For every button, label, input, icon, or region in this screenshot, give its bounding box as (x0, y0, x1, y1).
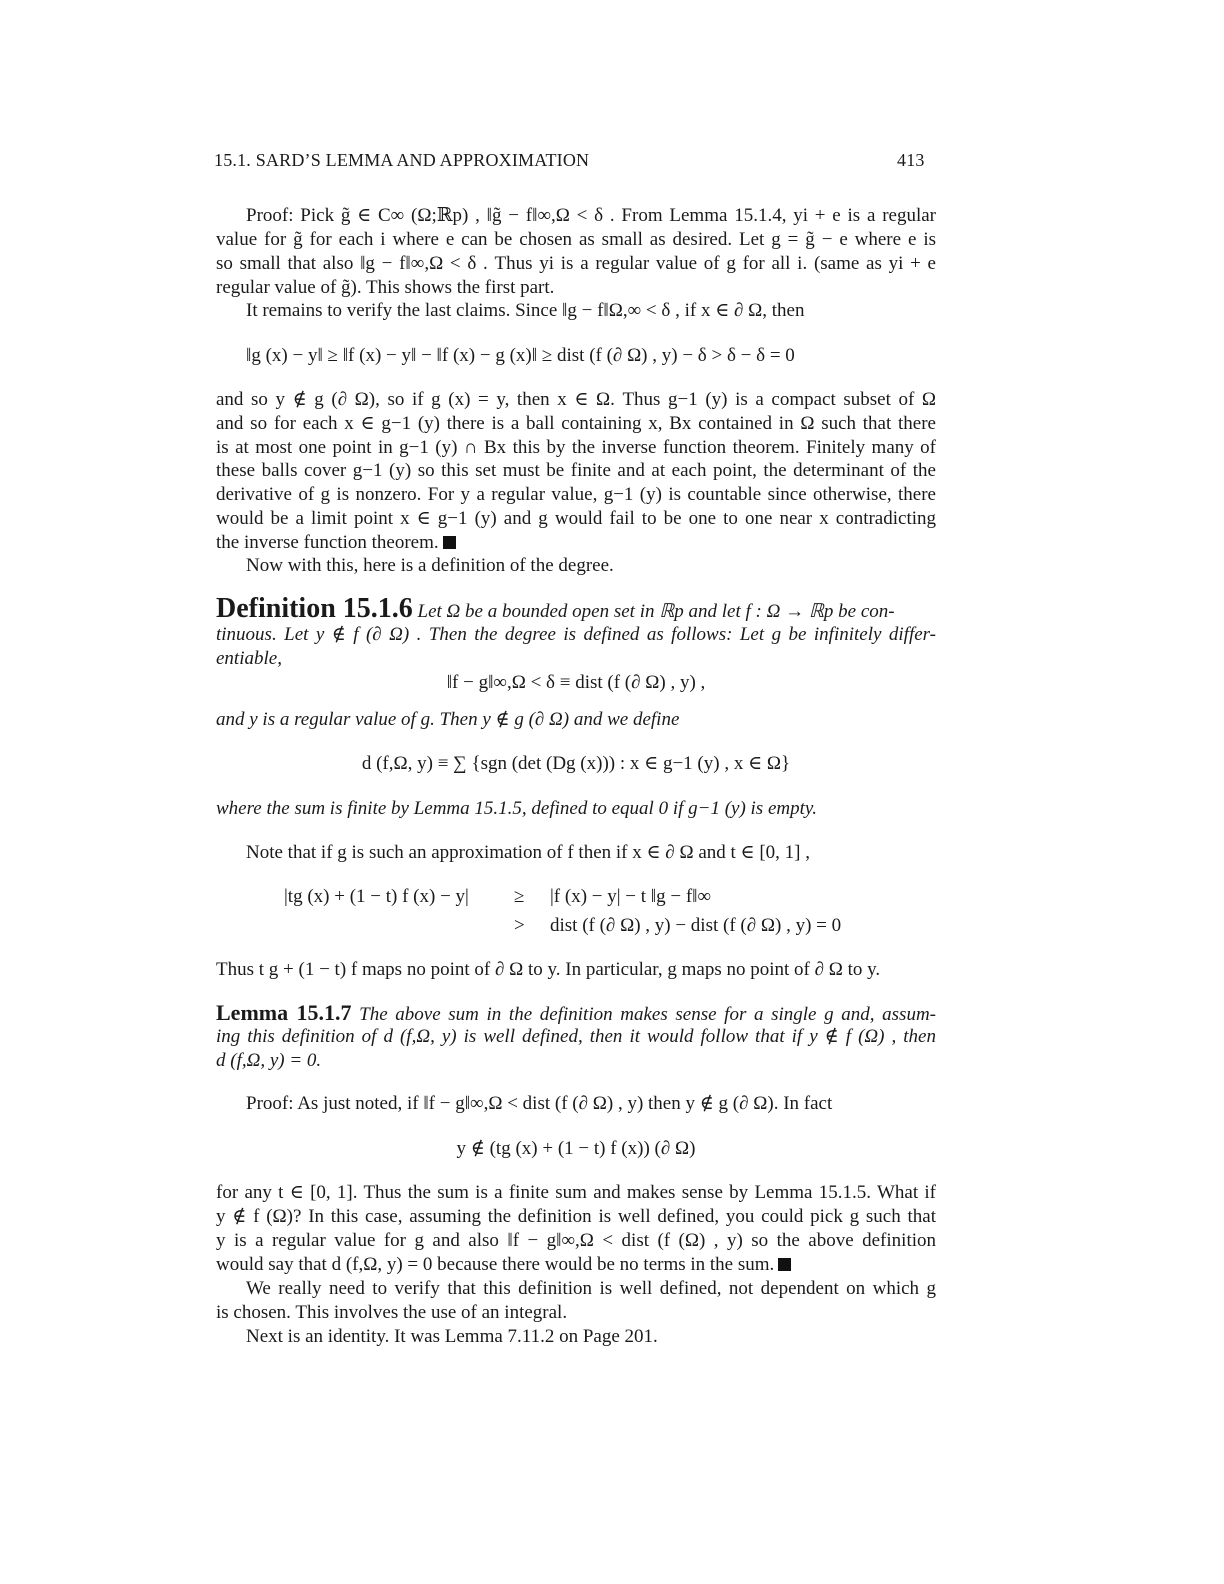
eq2-rhs: dist (f (∂ Ω) , y) − dist (f (∂ Ω) , y) = 0 (550, 915, 842, 936)
proof1-line-1: Proof: Pick g̃ ∈ C∞ (Ω;ℝp) , ‖g̃ − f‖∞,Ω < δ . From Lemma 15.1.4, yi + e is a regular (246, 205, 936, 226)
definition-line-4: and y is a regular value of g. Then y ∉ g (∂ Ω) and we define (216, 709, 680, 730)
proof2-next: Next is an identity. It was Lemma 7.11.2 on Page 201. (246, 1326, 658, 1347)
eq2-relation: > (514, 915, 525, 936)
definition-line-3: entiable, (216, 648, 282, 669)
proof1-body-2: and so for each x ∈ g−1 (y) there is a ball containing x, Bx contained in Ω such that there (216, 413, 936, 434)
lemma-line-2: ing this definition of d (f,Ω, y) is well defined, then it would follow that if y ∉ f (Ω) , then (216, 1026, 936, 1047)
section-title: 15.1. SARD’S LEMMA AND APPROXIMATION (214, 150, 590, 170)
proof1-paragraph-2: It remains to verify the last claims. Since ‖g − f‖Ω,∞ < δ , if x ∈ ∂ Ω, then (246, 300, 805, 321)
proof2-body-1: for any t ∈ [0, 1]. Thus the sum is a finite sum and makes sense by Lemma 15.1.5. What if (216, 1182, 936, 1203)
definition-heading: Definition 15.1.6 (216, 593, 413, 624)
proof1-line-3: so small that also ‖g − f‖∞,Ω < δ . Thus yi is a regular value of g for all i. (same as yi + e (216, 253, 936, 274)
proof2-body-4: would say that d (f,Ω, y) = 0 because there would be no terms in the sum. (216, 1253, 936, 1277)
proof2-body-2: y ∉ f (Ω)? In this case, assuming the definition is well defined, you could pick g such that (216, 1206, 936, 1227)
proof1-now: Now with this, here is a definition of the degree. (246, 555, 614, 576)
proof1-body-6: would be a limit point x ∈ g−1 (y) and g would fail to be one to one near x contradicting (216, 508, 936, 529)
proof1-display-inequality: ‖g (x) − y‖ ≥ ‖f (x) − y‖ − ‖f (x) − g (x)‖ ≥ dist (f (∂ Ω) , y) − δ > δ − δ = 0 (246, 345, 795, 366)
proof2-line-1: Proof: As just noted, if ‖f − g‖∞,Ω < dist (f (∂ Ω) , y) then y ∉ g (∂ Ω). In fact (246, 1093, 833, 1114)
eq1-relation: ≥ (514, 886, 525, 907)
definition-display-2: d (f,Ω, y) ≡ ∑ {sgn (det (Dg (x))) : x ∈ g−1 (y) , x ∈ Ω} (361, 753, 791, 774)
definition-line-5: where the sum is finite by Lemma 15.1.5, defined to equal 0 if g−1 (y) is empty. (216, 798, 818, 819)
proof1-line-4: regular value of g̃). This shows the first part. (216, 277, 555, 298)
proof1-line-2: value for g̃ for each i where e can be chosen as small as desired. Let g = g̃ − e where e is (216, 229, 936, 250)
lemma-line-3: d (f,Ω, y) = 0. (216, 1050, 322, 1071)
proof2-display: y ∉ (tg (x) + (1 − t) f (x)) (∂ Ω) (456, 1138, 696, 1159)
proof1-body-1: and so y ∉ g (∂ Ω), so if g (x) = y, then x ∈ Ω. Thus g−1 (y) is a compact subset of Ω (216, 389, 936, 410)
definition-line-2: tinuous. Let y ∉ f (∂ Ω) . Then the degree is defined as follows: Let g be infinitely differ- (216, 624, 936, 645)
proof2-para2-line-1: We really need to verify that this definition is well defined, not dependent on which g (246, 1278, 936, 1299)
proof2-body-3: y is a regular value for g and also ‖f − g‖∞,Ω < dist (f (Ω) , y) so the above definition (216, 1230, 936, 1251)
lemma-line-1: Lemma 15.1.7 The above sum in the definition makes sense for a single g and, assum- (216, 1000, 936, 1025)
proof1-body-4: these balls cover g−1 (y) so this set must be finite and at each point, the determinant of the (216, 460, 936, 481)
page-number: 413 (897, 150, 925, 170)
qed-mark (443, 536, 456, 549)
definition-display-1: ‖f − g‖∞,Ω < δ ≡ dist (f (∂ Ω) , y) , (446, 672, 706, 693)
lemma-heading: Lemma 15.1.7 (216, 1000, 352, 1025)
definition-line-1: Definition 15.1.6 Let Ω be a bounded open set in ℝp and let f : Ω → ℝp be con- (216, 593, 895, 624)
proof1-body-7: the inverse function theorem. (216, 531, 936, 555)
proof1-body-3: is at most one point in g−1 (y) ∩ Bx this by the inverse function theorem. Finitely many of (216, 437, 936, 458)
note-thus: Thus t g + (1 − t) f maps no point of ∂ Ω to y. In particular, g maps no point of ∂ Ω to y. (216, 959, 881, 980)
qed-mark-2 (778, 1258, 791, 1271)
eq1-rhs: |f (x) − y| − t ‖g − f‖∞ (550, 886, 712, 907)
note-line: Note that if g is such an approximation of f then if x ∈ ∂ Ω and t ∈ [0, 1] , (246, 842, 810, 863)
proof1-body-5: derivative of g is nonzero. For y a regular value, g−1 (y) is countable since otherwise, there (216, 484, 936, 505)
proof2-para2-line-2: is chosen. This involves the use of an integral. (216, 1302, 568, 1323)
eq1-lhs: |tg (x) + (1 − t) f (x) − y| (284, 886, 469, 907)
